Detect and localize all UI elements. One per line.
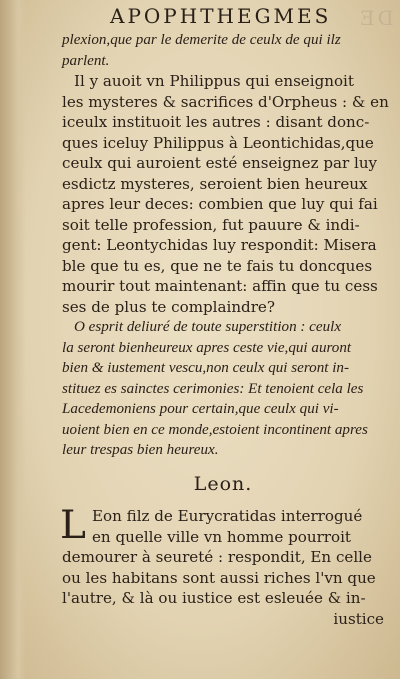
text-line: plexion,que par le demerite de ceulx de qui ilz	[62, 32, 341, 48]
text-line: en quelle ville vn homme pourroit	[92, 527, 351, 546]
text-line: l'autre, & là ou iustice est esleuée & in-	[62, 589, 366, 607]
running-head: APOPHTHEGMES	[110, 4, 332, 28]
paragraph-philippus	[62, 71, 389, 317]
text-line: gent: Leontychidas luy respondit: Misera	[62, 236, 377, 254]
text-line: ble que tu es, que ne te fais tu doncques	[62, 256, 373, 275]
text-line: ques iceluy Philippus à Leontichidas,que	[62, 133, 374, 152]
text-line: parlent.	[62, 52, 110, 69]
drop-cap: L	[60, 503, 86, 548]
text-line: O esprit deliuré de toute superstition : ceulx	[74, 319, 342, 335]
paragraph-continuation	[62, 30, 384, 71]
text-line: Lacedemoniens pour certain,que ceulx qui vi-	[62, 401, 339, 417]
bleed-through-text: DE	[357, 6, 394, 30]
text-line: ou les habitans sont aussi riches l'vn que	[62, 568, 376, 587]
text-line: mourir tout maintenant: affin que tu cess	[62, 277, 378, 295]
text-line: apres leur deces: combien que luy qui fai	[62, 195, 378, 213]
text-line: Il y auoit vn Philippus qui enseignoit	[74, 72, 354, 90]
text-line: leur trespas bien heureux.	[62, 442, 219, 458]
text-line: bien & iustement vescu,non ceulx qui seront in-	[62, 360, 349, 376]
text-line: iceulx instituoit les autres : disant donc-	[62, 113, 370, 131]
paragraph-commentary	[62, 317, 384, 461]
text-line: Eon filz de Eurycratidas interrogué	[92, 507, 363, 525]
text-line: esdictz mysteres, seroient bien heureux	[62, 174, 368, 193]
section-heading: Leon.	[193, 472, 253, 495]
text-line: les mysteres & sacrifices d'Orpheus : & en	[62, 92, 389, 111]
paragraph-leon	[60, 503, 384, 629]
text-line: ceulx qui auroient esté enseignez par luy	[62, 154, 378, 172]
page-gutter-shadow	[0, 0, 26, 679]
text-line: soit telle profession, fut pauure & indi-	[62, 215, 360, 234]
text-line: uoient bien en ce monde,estoient incontinent apres	[62, 421, 368, 438]
text-line: ses de plus te complaindre?	[62, 297, 275, 316]
catchword: iustice	[333, 609, 384, 628]
text-line: stituez es sainctes cerimonies: Et tenoient cela les	[62, 380, 364, 397]
page-body	[60, 30, 389, 629]
text-line: demourer à seureté : respondit, En celle	[62, 548, 372, 566]
text-line: la seront bienheureux apres ceste vie,qui auront	[62, 339, 352, 356]
